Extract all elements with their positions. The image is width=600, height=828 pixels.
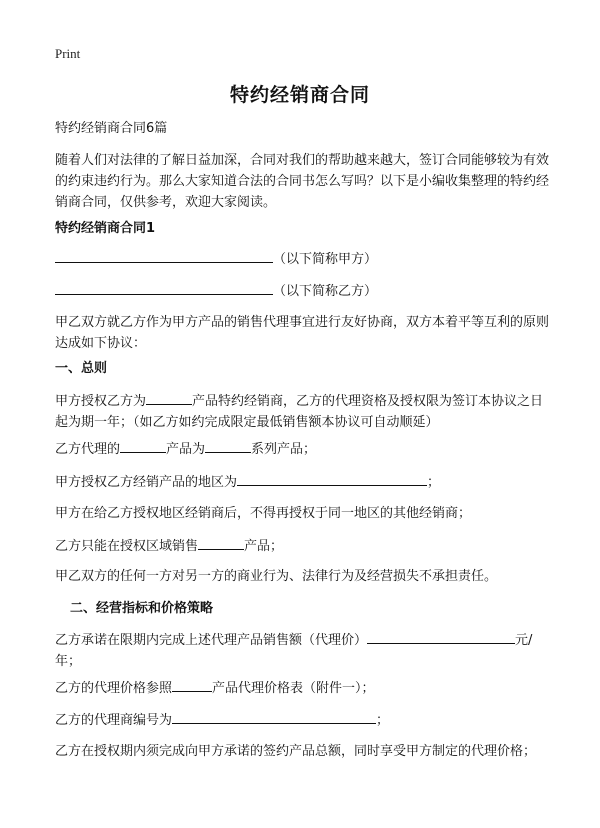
party-b-line: [55, 280, 550, 302]
agent-number-blank: [172, 709, 376, 724]
clause-1-1: [55, 390, 550, 433]
clause-1-4: 甲方在给乙方授权地区经销商后，不得再授权于同一地区的其他经销商；: [55, 506, 472, 521]
clause-2-3-text-a: 乙方的代理商编号为: [55, 713, 173, 728]
clause-1-6: 甲乙双方的任何一方对另一方的商业行为、法律行为及经营损失不承担责任。: [55, 569, 498, 584]
print-link[interactable]: Print: [55, 46, 81, 61]
document-title: 特约经销商合同: [229, 84, 370, 106]
section-2-heading: 二、经营指标和价格策略: [70, 601, 214, 616]
party-a-suffix: （以下简称甲方）: [273, 252, 378, 267]
clause-2-2-text-b: 产品代理价格表（附件一）；: [212, 681, 375, 696]
party-a-blank: [55, 248, 273, 263]
sales-amount-blank: [367, 629, 515, 644]
clause-2-2: [55, 677, 550, 699]
clause-1-2-text-a: 乙方代理的: [55, 442, 121, 457]
clause-1-5-text-b: 产品；: [244, 539, 284, 554]
clause-2-3-text-b: ；: [376, 713, 390, 728]
clause-1-2-text-b: 产品为: [166, 442, 206, 457]
clause-1-2: [55, 438, 550, 460]
document-subtitle: 特约经销商合同6篇: [55, 121, 168, 136]
clause-1-3-text-b: ；: [427, 475, 441, 490]
intro-paragraph: 随着人们对法律的了解日益加深，合同对我们的帮助越来越大，签订合同能够较为有效的约束违约行为。那么大家知道合法的合同书怎么写吗？以下是小编收集整理的特约经销商合同，仅供参考，欢迎大家阅读。: [55, 153, 550, 210]
region-blank: [237, 471, 427, 486]
party-b-suffix: （以下简称乙方）: [273, 284, 378, 299]
clause-1-1-text-b: 产品特约经销商，乙方的代理资格及授权限为签订本协议之日起为期一年；（如乙方如约完成限定最低销售额本协议可自动顺延）: [55, 394, 544, 430]
clause-2-1-text-b: 元/年；: [55, 633, 533, 669]
clause-1-3-text-a: 甲方授权乙方经销产品的地区为: [55, 475, 238, 490]
clause-1-1-text-a: 甲方授权乙方为: [55, 394, 147, 409]
preamble-paragraph: 甲乙双方就乙方作为甲方产品的销售代理事宜进行友好协商，双方本着平等互利的原则达成如下协议：: [55, 315, 550, 351]
region-product-blank: [198, 535, 244, 550]
product-blank: [146, 390, 192, 405]
clause-2-1-text-a: 乙方承诺在限期内完成上述代理产品销售额（代理价）: [55, 633, 368, 648]
clause-1-5-text-a: 乙方只能在授权区域销售: [55, 539, 199, 554]
party-b-blank: [55, 280, 273, 295]
clause-2-4: 乙方在授权期内须完成向甲方承诺的签约产品总额，同时享受甲方制定的代理价格；: [55, 744, 537, 759]
price-list-blank: [172, 677, 212, 692]
party-a-line: [55, 248, 550, 270]
agent-product-blank: [120, 438, 166, 453]
clause-1-5: [55, 535, 550, 557]
clause-1-2-text-c: 系列产品；: [251, 442, 317, 457]
clause-2-3: [55, 709, 550, 731]
clause-2-2-text-a: 乙方的代理价格参照: [55, 681, 173, 696]
clause-2-1: [55, 629, 550, 672]
clause-1-3: [55, 471, 550, 493]
series-blank: [205, 438, 251, 453]
contract-1-heading: 特约经销商合同1: [55, 221, 156, 236]
section-1-heading: 一、总则: [55, 361, 108, 376]
